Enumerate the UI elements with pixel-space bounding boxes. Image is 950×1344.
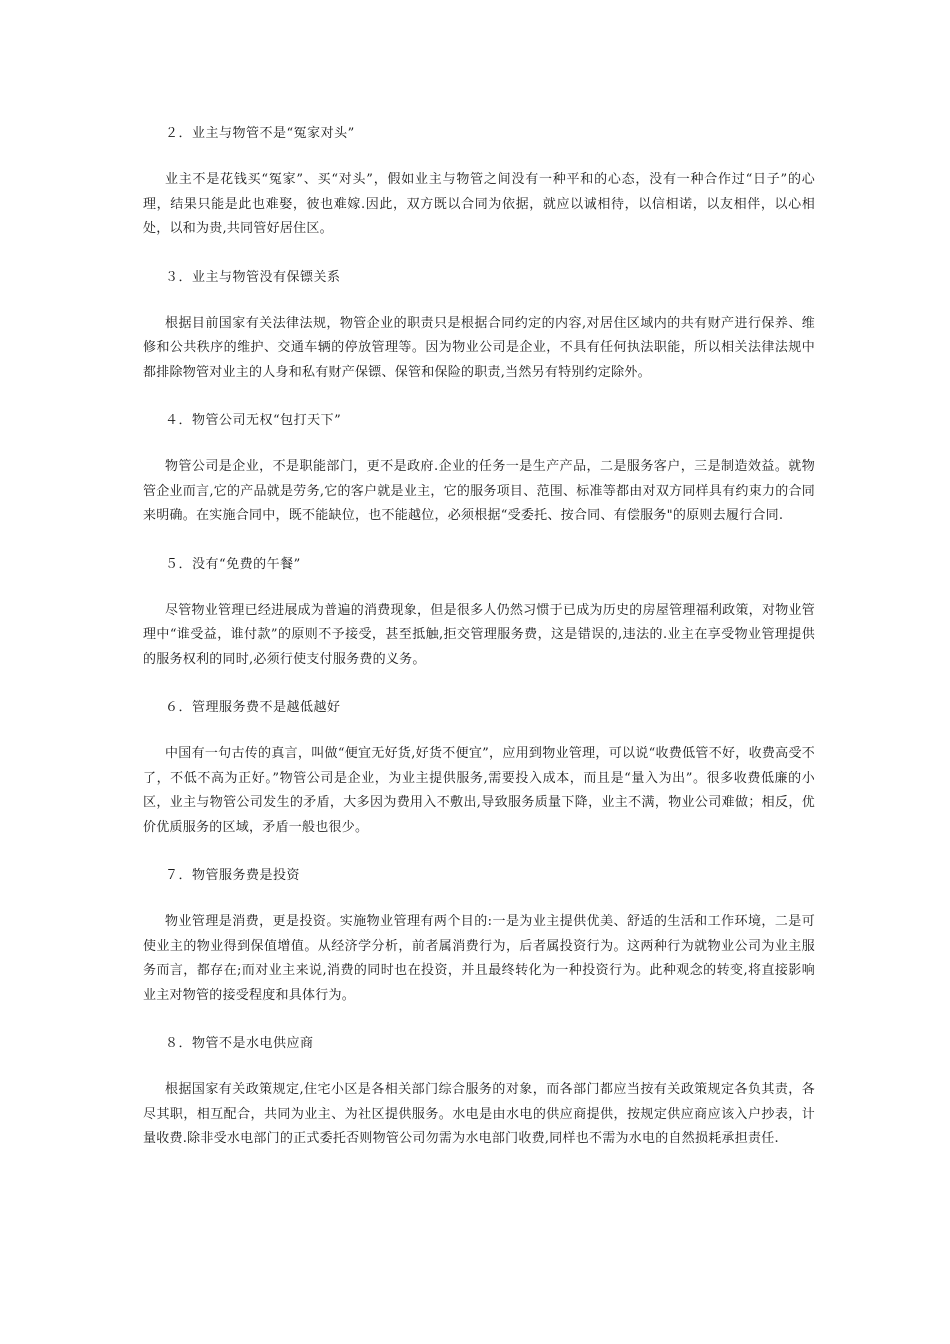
section-body-5: 尽管物业管理已经进展成为普遍的消费现象，但是很多人仍然习惯于已成为历史的房屋管理福利政策，对物业管理中“谁受益，谁付款”的原则不予接受，甚至抵触,拒交管理服务费，这是错误的,违法的.业主在享受物业管理提供的服务权利的同时,必须行使支付服务费的义务。 <box>143 602 815 667</box>
section-heading-8: ８．物管不是水电供应商 <box>165 1036 314 1051</box>
section-body-6: 中国有一句古传的真言，叫做“便宜无好货,好货不便宜”，应用到物业管理，可以说“收费低管不好，收费高受不了，不低不高为正好。”物管公司是企业，为业主提供服务,需要投入成本，而且是“量入为出”。很多收费低廉的小区，业主与物管公司发生的矛盾，大多因为费用入不敷出,导致服务质量下降，业主不满，物业公司难做；相反，优价优质服务的区域，矛盾一般也很少。 <box>143 746 815 835</box>
section-heading-7: ７．物管服务费是投资 <box>165 868 301 883</box>
section-body-8: 根据国家有关政策规定,住宅小区是各相关部门综合服务的对象，而各部门都应当按有关政策规定各负其责，各尽其职，相互配合，共同为业主、为社区提供服务。水电是由水电的供应商提供，按规定供应商应该入户抄表，计量收费.除非受水电部门的正式委托否则物管公司勿需为水电部门收费,同样也不需为水电的自然损耗承担责任. <box>143 1082 815 1146</box>
section-heading-2: ２．业主与物管不是“冤家对头” <box>165 126 355 141</box>
section-body-7: 物业管理是消费，更是投资。实施物业管理有两个目的:一是为业主提供优美、舒适的生活和工作环境，二是可使业主的物业得到保值增值。从经济学分析，前者属消费行为，后者属投资行为。这两种行为就物业公司为业主服务而言，都存在;而对业主来说,消费的同时也在投资，并且最终转化为一种投资行为。此种观念的转变,将直接影响业主对物管的接受程度和具体行为。 <box>143 914 815 1003</box>
section-heading-3: ３．业主与物管没有保镖关系 <box>165 269 341 285</box>
section-body-4: 物管公司是企业，不是职能部门，更不是政府.企业的任务一是生产产品，二是服务客户，三是制造效益。就物管企业而言,它的产品就是劳务,它的客户就是业主，它的服务项目、范围、标准等都由对双方同样具有约束力的合同来明确。在实施合同中，既不能缺位，也不能越位，必须根据“受委托、按合同、有偿服务"的原则去履行合同. <box>143 459 815 523</box>
section-body-3: 根据目前国家有关法律法规，物管企业的职责只是根据合同约定的内容,对居住区域内的共有财产进行保养、维修和公共秩序的维护、交通车辆的停放管理等。因为物业公司是企业，不具有任何执法职能，所以相关法律法规中都排除物管对业主的人身和私有财产保镖、保管和保险的职责,当然另有特别约定除外。 <box>143 315 815 380</box>
section-heading-4: ４．物管公司无权“包打天下” <box>165 413 342 428</box>
section-heading-5: ５．没有“免费的午餐” <box>165 556 301 572</box>
section-body-2: 业主不是花钱买“冤家”、买“对头”，假如业主与物管之间没有一种平和的心态，没有一种合作过“日子”的心理，结果只能是此也难娶，彼也难嫁.因此，双方既以合同为依据，就应以诚相待，以信相诺，以友相伴，以心相处，以和为贵,共同管好居住区。 <box>143 172 815 236</box>
document-content <box>143 122 815 1176</box>
section-heading-6: ６．管理服务费不是越低越好 <box>165 700 341 715</box>
